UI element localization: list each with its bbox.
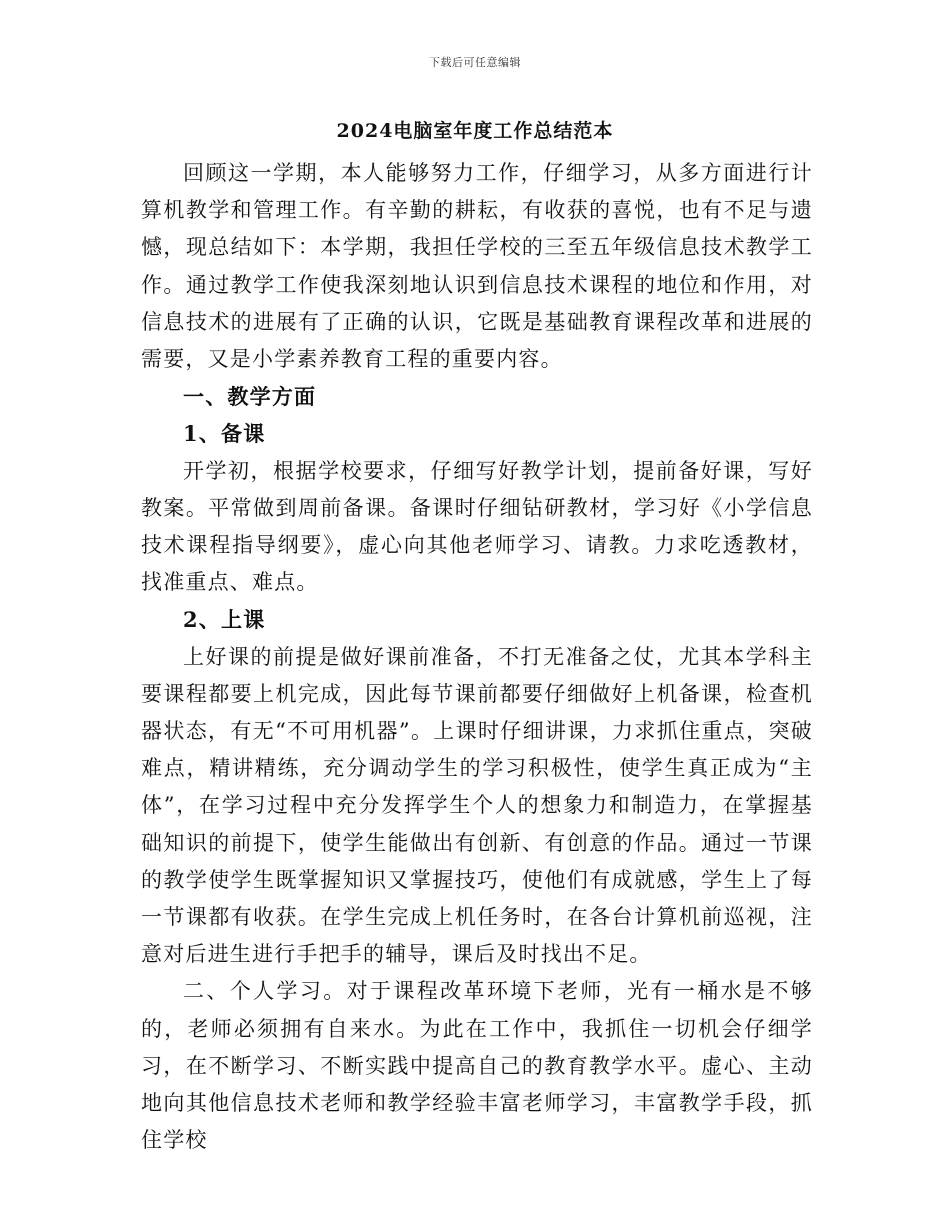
section-heading-teaching: 一、教学方面 <box>183 384 317 410</box>
subsection-heading-lesson-prep: 1、备课 <box>183 421 266 447</box>
class-paragraph: 上好课的前提是做好课前准备，不打无准备之仗，尤其本学科主要课程都要上机完成，因此每节课前都要仔细做好上机备课，检查机器状态，有无“不可用机器”。上课时仔细讲课，力求抓住重点，突破难点，精讲精练，充分调动学生的学习积极性，使学生真正成为“主体”，在学习过程中充分发挥学生个人的想象力和制造力，在掌握基础知识的前提下，使学生能做出有创新、有创意的作品。通过一节课的教学使学生既掌握知识又掌握技巧，使他们有成就感，学生上了每一节课都有收获。在学生完成上机任务时，在各台计算机前巡视，注意对后进生进行手把手的辅导，课后及时找出不足。 <box>141 644 813 967</box>
document-title: 2024电脑室年度工作总结范本 <box>336 120 614 142</box>
document-body <box>141 155 813 1159</box>
subsection-heading-class: 2、上课 <box>183 607 266 633</box>
intro-paragraph: 回顾这一学期，本人能够努力工作，仔细学习，从多方面进行计算机教学和管理工作。有辛勤的耕耘，有收获的喜悦，也有不足与遗憾，现总结如下：本学期，我担任学校的三至五年级信息技术教学工作。通过教学工作使我深刻地认识到信息技术课程的地位和作用，对信息技术的进展有了正确的认识，它既是基础教育课程改革和进展的需要，又是小学素养教育工程的重要内容。 <box>141 161 813 372</box>
header-note: 下载后可任意编辑 <box>429 56 521 69</box>
personal-study-paragraph: 二、个人学习。对于课程改革环境下老师，光有一桶水是不够的，老师必须拥有自来水。为此在工作中，我抓住一切机会仔细学习，在不断学习、不断实践中提高自己的教育教学水平。虚心、主动地向其他信息技术老师和教学经验丰富老师学习，丰富教学手段，抓住学校 <box>141 979 813 1153</box>
lesson-prep-paragraph: 开学初，根据学校要求，仔细写好教学计划，提前备好课，写好教案。平常做到周前备课。备课时仔细钻研教材，学习好《小学信息技术课程指导纲要》，虚心向其他老师学习、请教。力求吃透教材，找准重点、难点。 <box>141 458 813 595</box>
